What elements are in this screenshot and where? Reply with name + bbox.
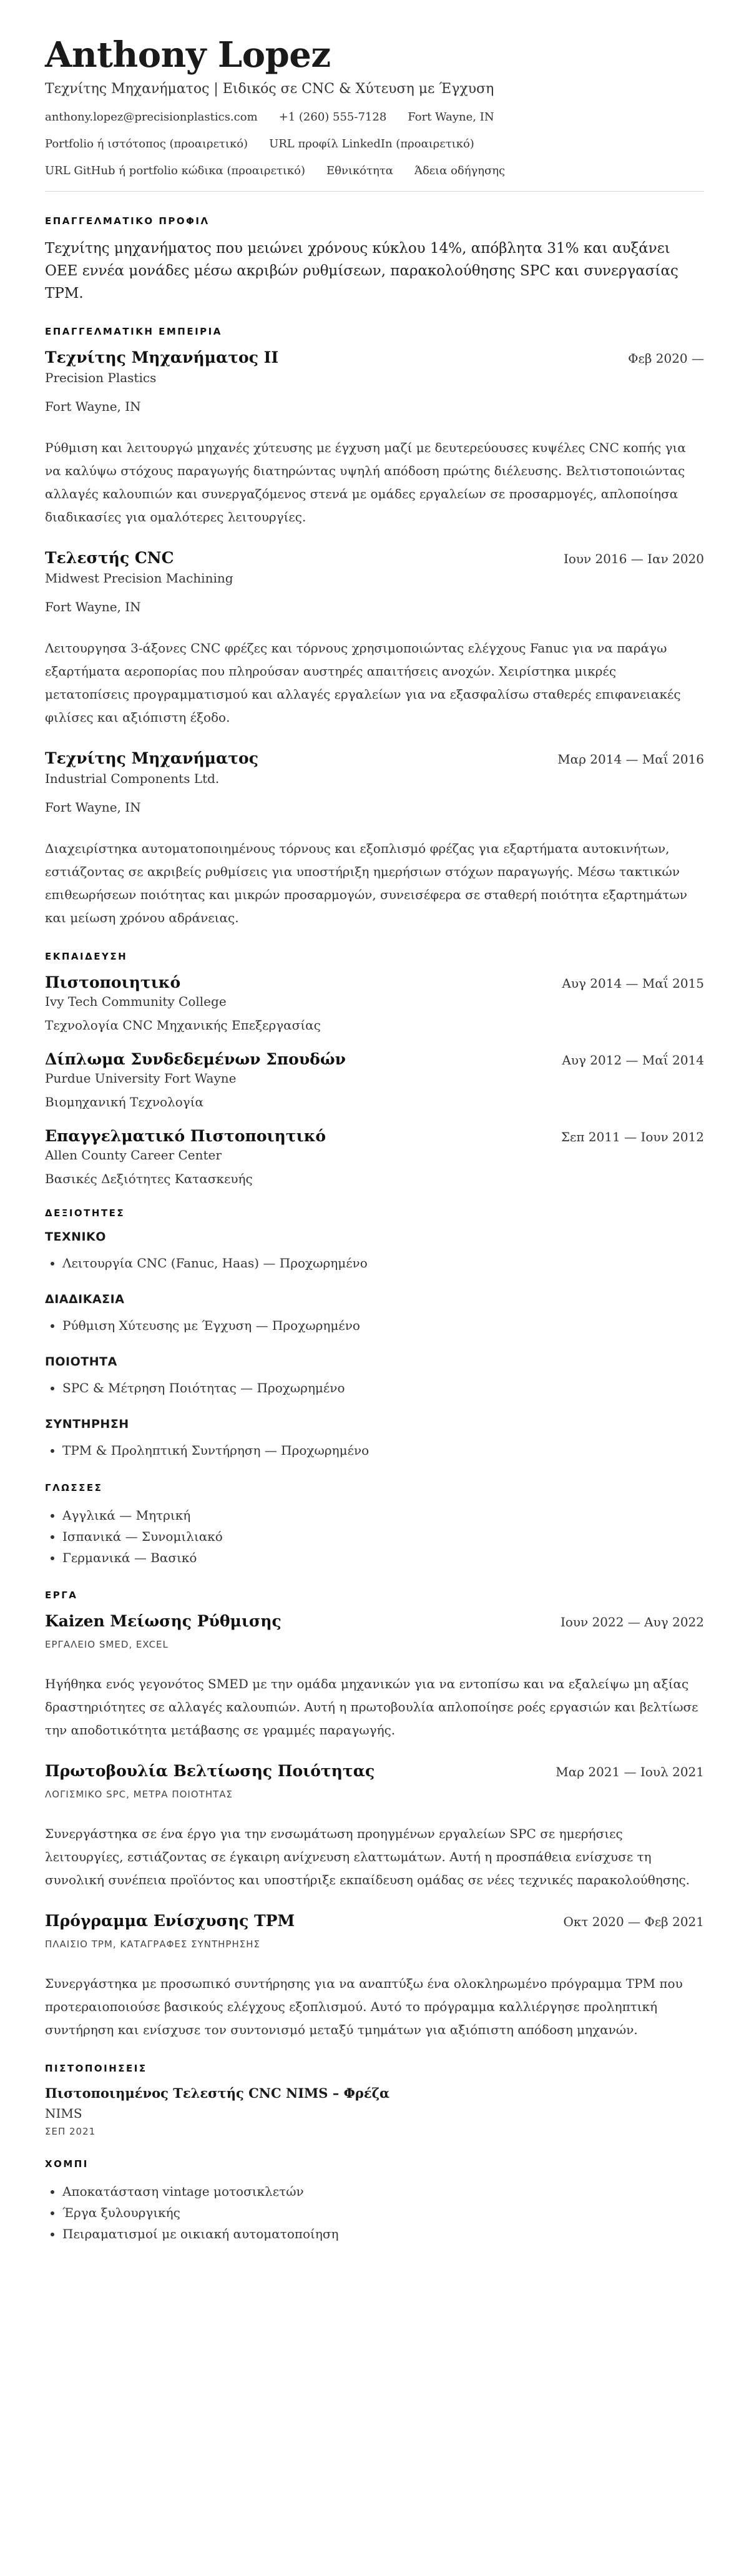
project-date: Οκτ 2020 — Φεβ 2021 — [563, 1914, 704, 1930]
project-title: Kaizen Μείωσης Ρύθμισης — [45, 1612, 281, 1631]
skill-category: ΠΟΙΟΤΗΤΑ — [45, 1355, 117, 1369]
project-description: Συνεργάστηκα σε ένα έργο για την ενσωμάτωση προηγμένων εργαλείων SPC σε ημερήσιες λειτουργίες, εστιάζοντας σε έγκαιρη ανίχνευση ελαττωμάτων. Αυτή η προσπάθεια ενίσχυσε τη συνολική συνέπεια προϊόντος και υποστήριξε εκπαίδευση ομάδας σε νέες τεχνικές παρακολούθησης. — [45, 1826, 690, 1888]
certifications-section — [45, 2063, 704, 2137]
hobbies-section — [45, 2158, 704, 2244]
project-tech: ΛΟΓΙΣΜΙΚΟ SPC, ΜΕΤΡΑ ΠΟΙΟΤΗΤΑΣ — [45, 1789, 233, 1801]
project-tech: ΠΛΑΙΣΙΟ TPM, ΚΑΤΑΓΡΑΦΕΣ ΣΥΝΤΗΡΗΣΗΣ — [45, 1939, 260, 1950]
hobby-item: • Έργα ξυλουργικής — [62, 2202, 704, 2223]
language-item: • Ισπανικά — Συνομιλιακό — [62, 1526, 704, 1547]
school-name: Purdue University Fort Wayne — [45, 1071, 237, 1086]
contact-line-2 — [45, 137, 704, 150]
education-entry — [45, 1127, 704, 1186]
degree-title: Δίπλωμα Συνδεδεμένων Σπουδών — [45, 1050, 346, 1069]
section-title: ΕΠΑΓΓΕΛΜΑΤΙΚΗ ΕΜΠΕΙΡΙΑ — [45, 326, 222, 338]
certification-date: ΣΕΠ 2021 — [45, 2126, 96, 2138]
project-date: Μαρ 2021 — Ιουλ 2021 — [556, 1764, 704, 1780]
job-title: Τελεστής CNC — [45, 549, 174, 568]
skill-list — [45, 1377, 704, 1399]
school-name: Allen County Career Center — [45, 1148, 222, 1163]
education-date: Αυγ 2012 — Μαΐ 2014 — [562, 1053, 704, 1068]
contact-line-1 — [45, 111, 704, 124]
candidate-headline: Τεχνίτης Μηχανήματος | Ειδικός σε CNC & Χύτευση με Έγχυση — [45, 81, 494, 97]
skill-list — [45, 1315, 704, 1336]
job-location: Fort Wayne, IN — [45, 599, 141, 615]
hobby-item: • Αποκατάσταση vintage μοτοσικλετών — [62, 2181, 704, 2202]
job-description: Λειτουργησα 3-άξονες CNC φρέζες και τόρνους χρησιμοποιώντας ελέγχους Fanuc για να παράγω εξαρτήματα αεροπορίας που πληρούσαν αυστηρές απαιτήσεις ανοχών. Χειρίστηκα μικρές μετατοπίσεις προγραμματισμού και αλλαγές εργαλείων για να εξασφαλίσω σταθερές επιφανειακές φιλίσες και αξιόπιστη έξοδο. — [45, 641, 681, 725]
project-title: Πρωτοβουλία Βελτίωσης Ποιότητας — [45, 1762, 375, 1781]
section-title: ΓΛΩΣΣΕΣ — [45, 1482, 103, 1494]
languages-section — [45, 1482, 704, 1568]
location-text: Fort Wayne, IN — [408, 111, 494, 124]
hobby-list — [45, 2181, 704, 2244]
job-description: Ρύθμιση και λειτουργώ μηχανές χύτευσης με έγχυση μαζί με δευτερεύουσες κυψέλες CNC κοπής για να καλύψω στόχους παραγωγής διατηρώντας υψηλή απόδοση πρώτης διέλευσης. Βελτιστοποιώντας αλλαγές καλουπιών και συνεργαζόμενος στενά με ομάδες εργαλείων σε προσαρμογές, απλοποίησα διαδικασίες για ομαλότερες λειτουργίες. — [45, 440, 686, 525]
skills-section — [45, 1207, 704, 1461]
language-list — [45, 1505, 704, 1568]
job-location: Fort Wayne, IN — [45, 399, 141, 415]
job-date: Ιουν 2016 — Ιαν 2020 — [563, 551, 704, 567]
language-item: • Αγγλικά — Μητρική — [62, 1505, 704, 1526]
skill-category: ΤΕΧΝΙΚΟ — [45, 1230, 106, 1244]
section-title: ΠΙΣΤΟΠΟΙΗΣΕΙΣ — [45, 2063, 147, 2075]
skill-item: • Λειτουργία CNC (Fanuc, Haas) — Προχωρημένο — [62, 1252, 704, 1274]
nationality-text: Εθνικότητα — [326, 164, 393, 178]
github-link[interactable]: URL GitHub ή portfolio κώδικα (προαιρετικό) — [45, 164, 306, 178]
linkedin-link[interactable]: URL προφίλ LinkedIn (προαιρετικό) — [269, 137, 474, 151]
project-entry — [45, 1762, 704, 1892]
project-entry — [45, 1912, 704, 2042]
job-title: Τεχνίτης Μηχανήματος — [45, 749, 258, 768]
section-title: ΕΚΠΑΙΔΕΥΣΗ — [45, 951, 128, 963]
phone-number[interactable]: +1 (260) 555-7128 — [278, 111, 387, 124]
education-section — [45, 951, 704, 1186]
company-name: Industrial Components Ltd. — [45, 771, 220, 787]
experience-entry — [45, 749, 704, 930]
job-location: Fort Wayne, IN — [45, 800, 141, 815]
experience-entry — [45, 348, 704, 529]
study-field: Τεχνολογία CNC Μηχανικής Επεξεργασίας — [45, 1018, 321, 1033]
study-field: Βασικές Δεξιότητες Κατασκευής — [45, 1171, 253, 1187]
language-item: • Γερμανικά — Βασικό — [62, 1547, 704, 1568]
experience-entry — [45, 549, 704, 729]
skill-category: ΣΥΝΤΗΡΗΣΗ — [45, 1417, 129, 1432]
job-date: Μαρ 2014 — Μαΐ 2016 — [557, 752, 704, 767]
company-name: Midwest Precision Machining — [45, 571, 233, 586]
skill-item: • SPC & Μέτρηση Ποιότητας — Προχωρημένο — [62, 1377, 704, 1399]
project-tech: ΕΡΓΑΛΕΙΟ SMED, EXCEL — [45, 1639, 169, 1651]
section-title: ΕΡΓΑ — [45, 1590, 78, 1601]
projects-section — [45, 1590, 704, 2042]
skill-list — [45, 1252, 704, 1274]
project-description: Συνεργάστηκα με προσωπικό συντήρησης για να αναπτύξω ένα ολοκληρωμένο πρόγραμμα TPM που προτεραιοποιούσε βασικούς ελέγχους εξοπλισμού. Αυτό το πρόγραμμα καλλιέργησε προληπτική συντήρηση και ενίσχυσε τον συντονισμό μεταξύ τμημάτων για αξιόπιστη απόδοση μηχανών. — [45, 1976, 683, 2038]
school-name: Ivy Tech Community College — [45, 994, 227, 1010]
certification-issuer: NIMS — [45, 2106, 82, 2121]
profile-section — [45, 215, 704, 305]
study-field: Βιομηχανική Τεχνολογία — [45, 1094, 204, 1110]
project-title: Πρόγραμμα Ενίσχυσης TPM — [45, 1912, 295, 1930]
education-entry — [45, 973, 704, 1033]
skill-item: • Ρύθμιση Χύτευσης με Έγχυση — Προχωρημένο — [62, 1315, 704, 1336]
skill-category: ΔΙΑΔΙΚΑΣΙΑ — [45, 1292, 125, 1307]
resume-header — [45, 35, 704, 177]
section-title: ΕΠΑΓΓΕΛΜΑΤΙΚΟ ΠΡΟΦΙΛ — [45, 215, 210, 227]
company-name: Precision Plastics — [45, 370, 157, 386]
job-title: Τεχνίτης Μηχανήματος II — [45, 348, 279, 367]
section-title: ΔΕΞΙΟΤΗΤΕΣ — [45, 1207, 125, 1219]
degree-title: Πιστοποιητικό — [45, 973, 181, 992]
job-date: Φεβ 2020 — — [628, 351, 704, 366]
contact-line-3 — [45, 164, 704, 177]
skill-list — [45, 1440, 704, 1461]
experience-section — [45, 326, 704, 930]
project-date: Ιουν 2022 — Αυγ 2022 — [560, 1615, 704, 1630]
education-entry — [45, 1050, 704, 1109]
header-divider — [45, 191, 704, 192]
degree-title: Επαγγελματικό Πιστοποιητικό — [45, 1127, 326, 1146]
profile-summary: Τεχνίτης μηχανήματος που μειώνει χρόνους κύκλου 14%, απόβλητα 31% και αυξάνει ΟΕΕ εννέα μονάδες μέσω ακριβών ρυθμίσεων, παρακολούθησης SPC και συνεργασίας TPM. — [45, 240, 678, 302]
education-date: Αυγ 2014 — Μαΐ 2015 — [562, 976, 704, 991]
project-entry — [45, 1612, 704, 1742]
candidate-name: Anthony Lopez — [45, 34, 331, 76]
skill-item: • TPM & Προληπτική Συντήρηση — Προχωρημένο — [62, 1440, 704, 1461]
portfolio-link[interactable]: Portfolio ή ιστότοπος (προαιρετικό) — [45, 137, 248, 151]
certification-name: Πιστοποιημένος Τελεστής CNC NIMS – Φρέζα — [45, 2085, 390, 2102]
project-description: Ηγήθηκα ενός γεγονότος SMED με την ομάδα μηχανικών για να εντοπίσω και να εξαλείψω μη αξίας δραστηριότητες σε αλλαγές καλουπιών. Αυτή η πρωτοβουλία απλοποίησε ροές εργασιών και βελτίωσε την αποδοτικότητα μετάβασης σε γραμμές παραγωγής. — [45, 1676, 698, 1738]
education-date: Σεπ 2011 — Ιουν 2012 — [561, 1129, 704, 1145]
license-text: Άδεια οδήγησης — [414, 164, 506, 178]
section-title: ΧΟΜΠΙ — [45, 2158, 89, 2170]
hobby-item: • Πειραματισμοί με οικιακή αυτοματοποίηση — [62, 2223, 704, 2244]
email-link[interactable]: anthony.lopez@precisionplastics.com — [45, 111, 258, 124]
job-description: Διαχειρίστηκα αυτοματοποιημένους τόρνους και εξοπλισμό φρέζας για εξαρτήματα αυτοκινήτων, εστιάζοντας σε ακριβείς ρυθμίσεις για υποστήριξη ημερήσιων στόχων παραγωγής. Μέσω τακτικών επιθεωρήσεων ποιότητας και μικρών προσαρμογών, συνεισέφερα σε σταθερή ποιότητα εξαρτημάτων και μείωση χρόνου αδράνειας. — [45, 841, 688, 926]
